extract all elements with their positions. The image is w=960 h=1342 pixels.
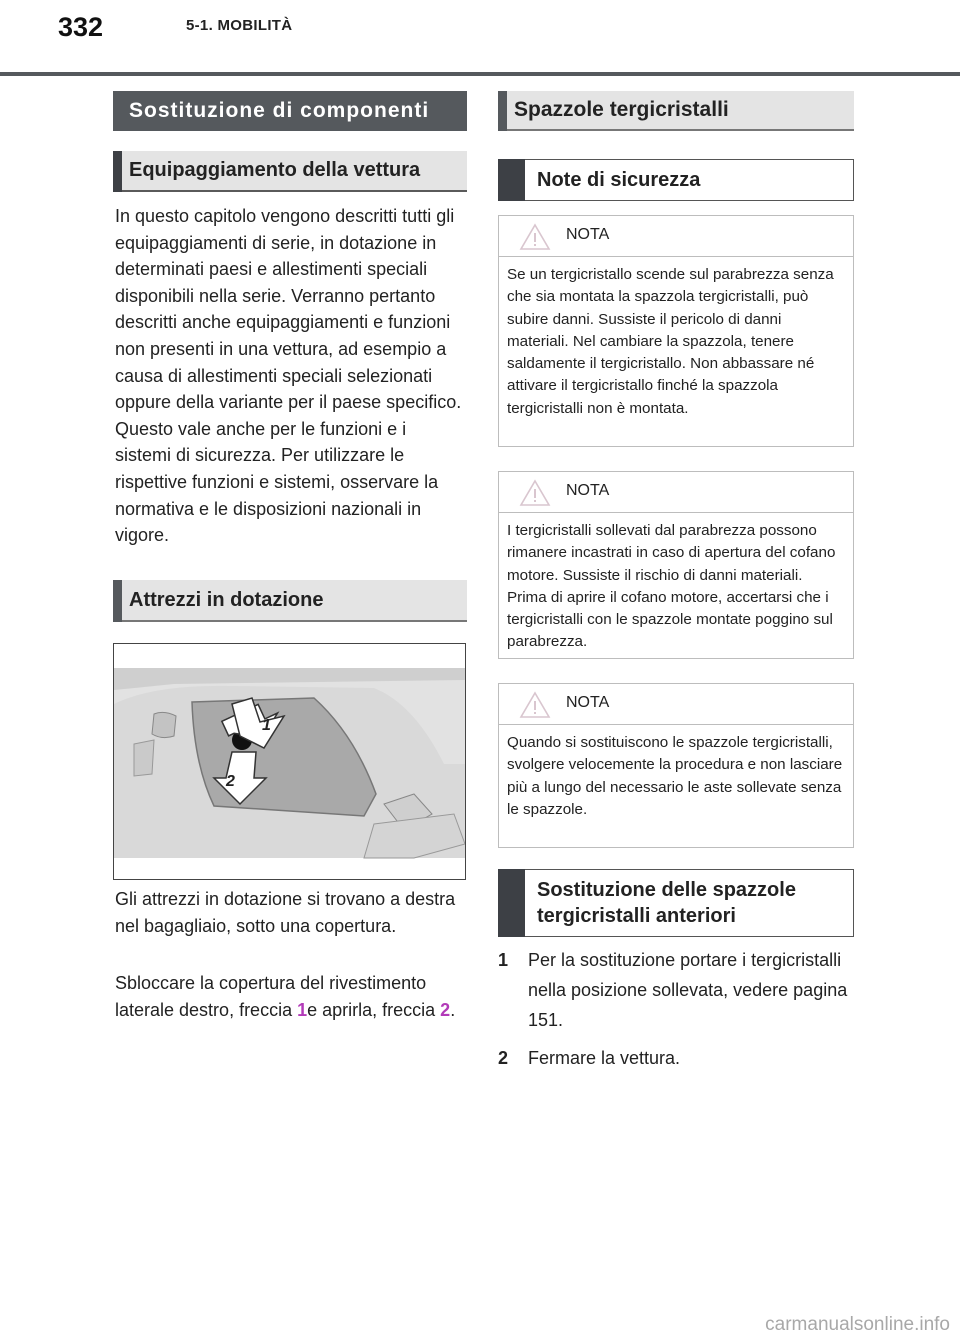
note-box-3	[498, 683, 854, 848]
watermark: carmanualsonline.info	[765, 1314, 950, 1335]
note-box-2	[498, 471, 854, 659]
unlock-text-c: .	[450, 999, 456, 1020]
note-text: I tergicristalli sollevati dal parabrezza possono rimanere incastrati in caso di apertura del cofano motore. Sussiste il rischio di danni materiali. Prima di aprire il cofano motore, accertarsi che i tergicristalli con le spazzole montate poggino sul parabrezza.	[507, 522, 836, 651]
heading-safety-bar	[498, 159, 525, 201]
note-label: NOTA	[566, 226, 610, 243]
heading-safety	[498, 159, 854, 201]
step-text: Fermare la vettura.	[528, 1048, 681, 1068]
unlock-paragraph	[115, 970, 465, 1023]
step-number: 2	[498, 1048, 509, 1068]
ref-arrow-2: 2	[440, 999, 451, 1020]
step-number: 1	[498, 950, 509, 970]
heading-replace-label: Sostituzione delle spazzole tergicristalli anteriori	[537, 879, 796, 927]
unlock-text-b: e aprirla, freccia	[307, 999, 441, 1020]
heading-equipment-label: Equipaggiamento della vettura	[129, 159, 421, 181]
equipment-paragraph: In questo capitolo vengono descritti tutti gli equipaggiamenti di serie, in dotazione in determinati paesi e allestimenti speciali disponibili nella serie. Verranno pertanto descritti anche equipaggiamenti e funzioni non presenti in una vettura, ad esempio a causa di allestimenti speciali selezionati oppure della variante per il paese specifico. Questo vale anche per le funzioni e i sistemi di sicurezza. Per utilizzare le rispettive funzioni e sistemi, osservare la normativa e le disposizioni nazionali in vigore.	[115, 206, 462, 546]
ref-arrow-1: 1	[297, 999, 308, 1020]
step-2	[498, 1043, 858, 1073]
trunk-figure	[113, 643, 466, 880]
heading-equipment	[113, 151, 467, 192]
heading-replace-bar	[498, 869, 525, 937]
step-1	[498, 945, 858, 1037]
page-number: 332	[58, 12, 104, 42]
note-label: NOTA	[566, 694, 610, 711]
warning-icon	[519, 223, 551, 251]
trunk-illustration	[114, 644, 465, 879]
warning-icon	[519, 479, 551, 507]
heading-tools	[113, 580, 467, 622]
callout-2-label: 2	[226, 773, 235, 790]
heading-tools-label: Attrezzi in dotazione	[129, 588, 324, 611]
chapter-title: 5-1. MOBILITÀ	[186, 17, 293, 34]
heading-safety-label: Note di sicurezza	[537, 168, 701, 191]
callout-1-label: 1	[262, 717, 271, 734]
section-banner-wipers-label: Spazzole tergicristalli	[514, 98, 729, 121]
note-text: Se un tergicristallo scende sul parabrezza senza che sia montata la spazzola tergicristalli, può subire danni. Sussiste il pericolo di danni materiali. Nel cambiare la spazzola, tenere saldamente il tergicristallo. Non abbassare né attivare il tergicristallo finché la spazzola tergicristalli non è montata.	[507, 266, 834, 417]
section-banner-wipers	[498, 91, 854, 131]
tools-paragraph: Gli attrezzi in dotazione si trovano a destra nel bagagliaio, sotto una copertura.	[115, 889, 456, 936]
note-text: Quando si sostituiscono le spazzole tergicristalli, svolgere velocemente la procedura e non lasciare più a lungo del necessario le aste sollevate senza le spazzole.	[507, 734, 843, 818]
note-box-1	[498, 215, 854, 447]
warning-icon	[519, 691, 551, 719]
section-banner-components: Sostituzione di componenti	[113, 91, 467, 131]
step-text: Per la sostituzione portare i tergicristalli nella posizione sollevata, vedere pagina 151.	[528, 950, 848, 1030]
header-rule	[0, 72, 960, 76]
heading-replace-wipers	[498, 869, 854, 937]
note-label: NOTA	[566, 482, 610, 499]
unlock-text-a: Sbloccare la copertura del rivestimento laterale destro, freccia	[115, 973, 427, 1020]
